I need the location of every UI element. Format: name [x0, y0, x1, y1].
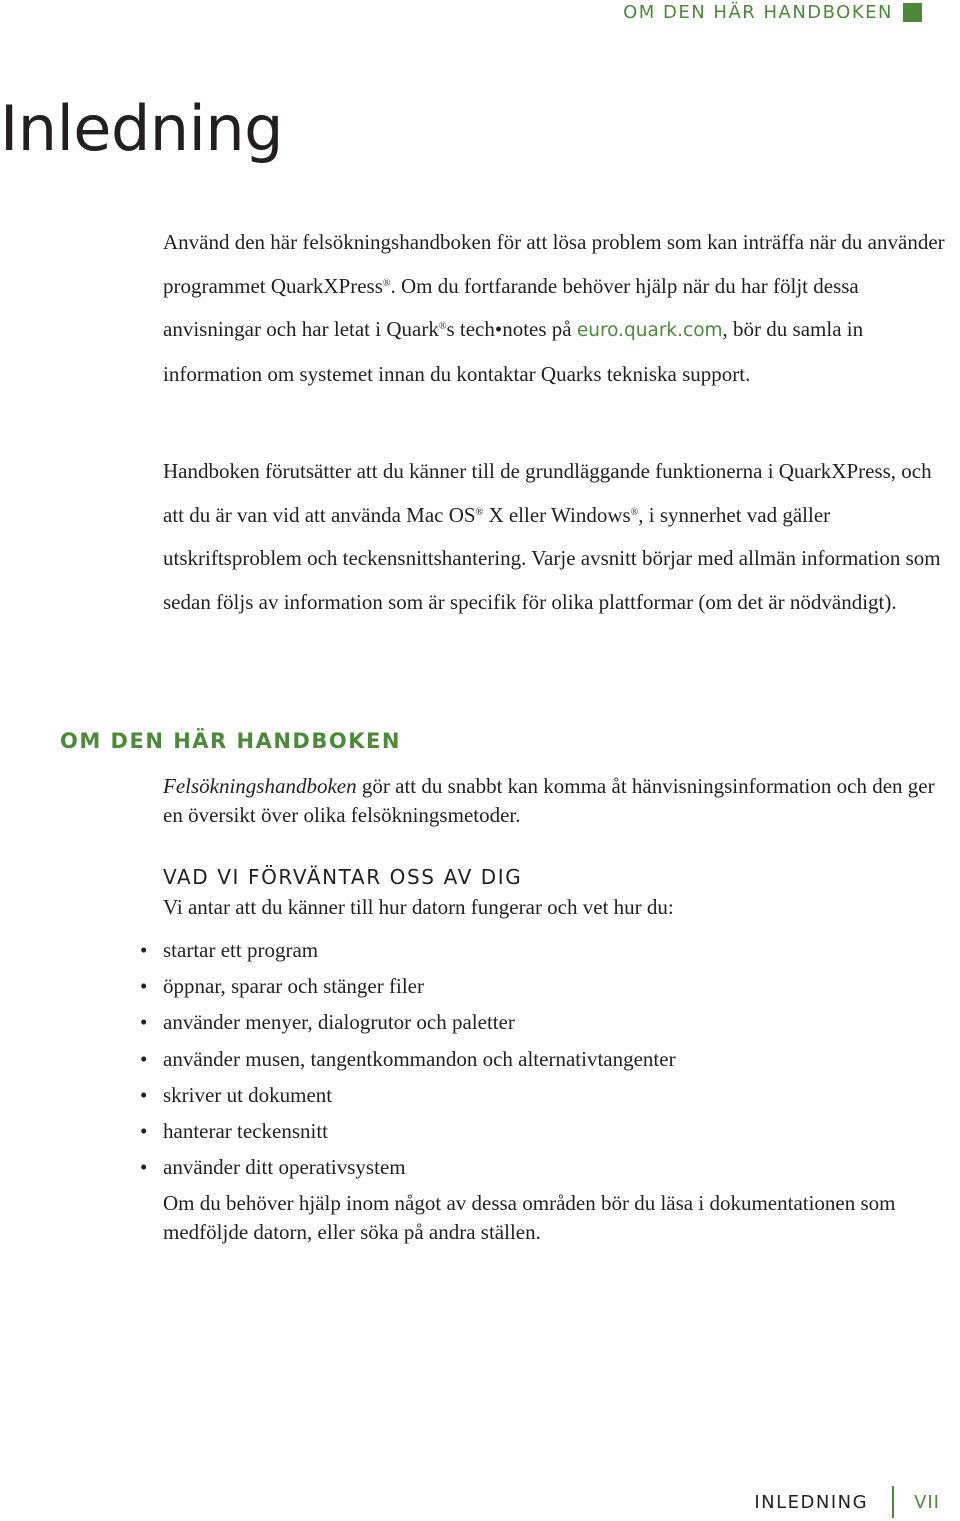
intro-paragraph-1 — [163, 221, 953, 396]
intro-p1-text-4: , bör du samla in information om systemet innan du kontaktar Quarks tekniska support. — [163, 317, 864, 386]
list-item: • skriver ut dokument — [140, 1079, 676, 1115]
footer-divider — [892, 1486, 894, 1518]
section-paragraph-text: gör att du snabbt kan komma åt hänvisningsinformation och den ger en översikt över olika felsökningsmetoder. — [163, 774, 935, 827]
list-item: • hanterar teckensnitt — [140, 1115, 676, 1151]
chapter-title: Inledning — [0, 92, 283, 165]
registered-mark-icon: ® — [475, 506, 484, 518]
list-item: • använder menyer, dialogrutor och paletter — [140, 1006, 676, 1042]
intro-p1-text-3: s tech•notes på — [446, 317, 577, 341]
list-item: • använder ditt operativsystem — [140, 1151, 676, 1187]
section-heading: OM DEN HÄR HANDBOKEN — [60, 729, 401, 753]
registered-mark-icon: ® — [630, 506, 639, 518]
intro-p1-text-2: . Om du fortfarande behöver hjälp när du har följt dessa anvisningar och har letat i Quark — [163, 273, 859, 341]
subsection-lead: Vi antar att du känner till hur datorn fungerar och vet hur du: — [163, 895, 674, 919]
quark-website-link[interactable]: euro.quark.com — [576, 320, 723, 341]
list-item: • öppnar, sparar och stänger filer — [140, 970, 676, 1006]
list-item: • startar ett program — [140, 934, 676, 970]
intro-p1-text-1: Använd den här felsökningshandboken för att lösa problem som kan inträffa när du använder programmet QuarkXPress — [163, 230, 945, 298]
skills-list — [140, 934, 676, 1187]
running-header — [623, 2, 922, 23]
intro-p2-text-3: , i synnerhet vad gäller utskriftsproblem och teckensnittshantering. Varje avsnitt börjar med allmän information som sedan följs av information som är specifik för olika plattformar (om det är nödvändigt). — [163, 502, 941, 614]
page-footer — [754, 1486, 940, 1518]
intro-paragraph-2 — [163, 450, 953, 624]
intro-p2-text-1: Handboken förutsätter att du känner till de grundläggande funktionerna i QuarkXPress, och att du är van vid att använda Mac OS — [163, 459, 932, 527]
section-paragraph — [163, 772, 953, 830]
registered-mark-icon: ® — [438, 321, 447, 332]
subsection-closing: Om du behöver hjälp inom något av dessa områden bör du läsa i dokumentationen som medföljde datorn, eller söka på andra ställen. — [163, 1191, 896, 1244]
list-item: • använder musen, tangentkommandon och alternativtangenter — [140, 1043, 676, 1079]
registered-mark-icon: ® — [382, 277, 391, 289]
running-header-title: OM DEN HÄR HANDBOKEN — [623, 2, 893, 23]
green-square-marker-icon — [903, 3, 922, 22]
intro-p2-text-2: X eller Windows — [483, 502, 631, 527]
footer-section-name: INLEDNING — [754, 1491, 869, 1513]
subsection-heading: VAD VI FÖRVÄNTAR OSS AV DIG — [163, 865, 523, 889]
handbook-title-italic: Felsökningshandboken — [163, 774, 357, 798]
page-number: VII — [914, 1491, 940, 1513]
